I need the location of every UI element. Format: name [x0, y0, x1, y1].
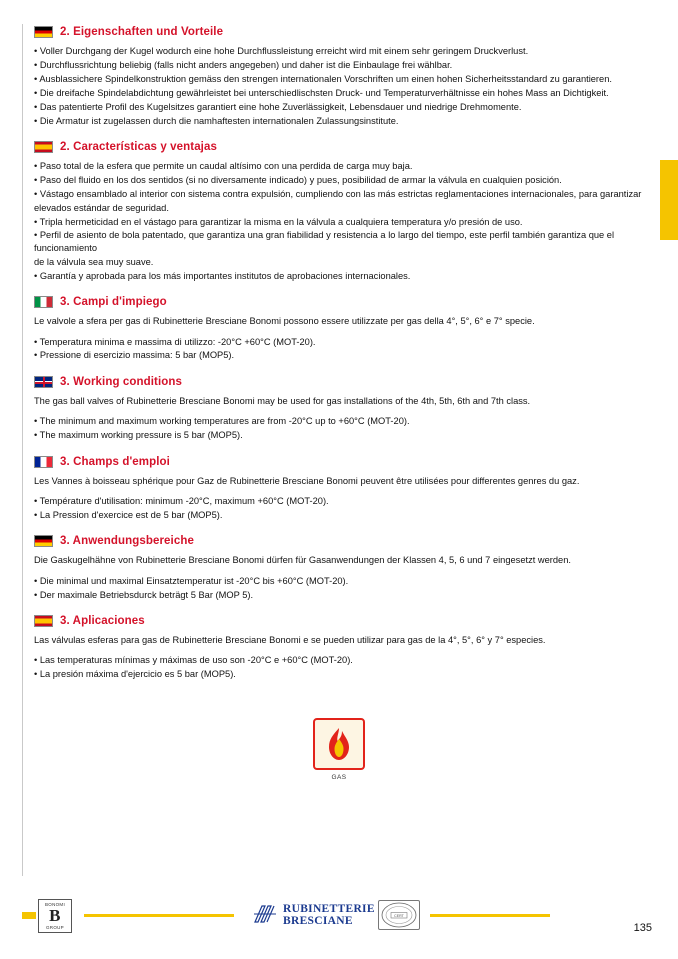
spain-flag-icon	[34, 141, 53, 153]
section-header	[34, 456, 646, 468]
section-title: 3. Aplicaciones	[60, 614, 145, 627]
section-title: 3. Campi d'impiego	[60, 296, 167, 309]
body-line: elevados estándar de seguridad.	[34, 202, 169, 213]
body-line: • Der maximale Betriebsdurck beträgt 5 Bar (MOP 5).	[34, 589, 254, 600]
section-es-features	[34, 141, 646, 282]
section-header	[34, 26, 646, 38]
bonomi-logo-letter: B	[49, 906, 61, 925]
body-line: • The maximum working pressure is 5 bar (MOP5).	[34, 430, 243, 441]
body-line: • Die minimal und maximal Einsatztemperatur ist -20°C bis +60°C (MOT-20).	[34, 575, 349, 586]
section-fr-applications	[34, 456, 646, 522]
paragraph-block	[34, 395, 646, 407]
paragraph-block	[34, 160, 646, 282]
body-line: • Pressione di esercizio massima: 5 bar (MOP5).	[34, 350, 235, 361]
france-flag-icon	[34, 456, 53, 468]
gas-pictogram-label: GAS	[331, 774, 347, 781]
section-header	[34, 615, 646, 627]
paragraph-block	[34, 415, 646, 441]
rb-wordmark-line2: BRESCIANE	[283, 915, 353, 927]
page-footer	[0, 896, 678, 936]
rb-wordmark-line1: RUBINETTERIE	[283, 902, 375, 915]
paragraph-block	[34, 634, 646, 646]
gas-pictogram-box	[313, 718, 365, 770]
yellow-side-tab	[660, 160, 678, 240]
certification-stamp	[378, 900, 420, 930]
body-line: The gas ball valves of Rubinetterie Bresciane Bonomi may be used for gas installations of the 4th, 5th, 6th and 7th class.	[34, 395, 531, 406]
paragraph-block	[34, 336, 646, 362]
section-header	[34, 376, 646, 388]
united-kingdom-flag-icon	[34, 376, 53, 388]
rb-wordmark	[283, 903, 375, 928]
page-number: 135	[633, 922, 652, 934]
paragraph-block	[34, 45, 646, 127]
paragraph-block	[34, 554, 646, 566]
italy-flag-icon	[34, 296, 53, 308]
paragraph-block	[34, 495, 646, 521]
body-line: • Ausblassichere Spindelkonstruktion gemäss den strengen internationalen Vorschriften um einen hohen Sicherheitsstandard zu garantieren.	[34, 73, 612, 84]
body-line: • Température d'utilisation: minimum -20°C, maximum +60°C (MOT-20).	[34, 495, 329, 506]
body-line: • Perfil de asiento de bola patentado, que garantiza una gran fiabilidad y resistencia a lo largo del tiempo, este perfil también garantiza que el funcionamiento	[34, 230, 615, 253]
gas-flame-icon	[326, 727, 352, 761]
section-title: 3. Champs d'emploi	[60, 455, 170, 468]
body-line: • Vástago ensamblado al interior con sistema contra expulsión, cumpliendo con las más estrictas reglamentaciones internacionales, para garantizar	[34, 188, 642, 199]
rubinetterie-bresciane-logo	[252, 902, 375, 928]
footer-yellow-block	[22, 912, 36, 919]
body-line: • Die Armatur ist zugelassen durch die namhaftesten internationalen Zulassungsinstitute.	[34, 115, 399, 126]
bonomi-logo-bottom: GROUP	[45, 925, 64, 930]
body-line: de la válvula sea muy suave.	[34, 256, 154, 267]
section-title: 3. Working conditions	[60, 375, 183, 388]
body-line: • The minimum and maximum working temperatures are from -20°C up to +60°C (MOT-20).	[34, 416, 410, 427]
germany-flag-icon	[34, 535, 53, 547]
section-de-applications	[34, 535, 646, 601]
paragraph-block	[34, 475, 646, 487]
body-line: Las válvulas esferas para gas de Rubinetterie Bresciane Bonomi e se pueden utilizar para gas de la 4°, 5°, 6° y 7° especies.	[34, 634, 546, 645]
section-it-applications	[34, 296, 646, 362]
body-line: • Tripla hermeticidad en el vástago para garantizar la misma en la válvula a cualquiera temperatura y/o presión de uso.	[34, 216, 523, 227]
gas-pictogram	[0, 718, 678, 781]
body-line: • La presión máxima d'ejercicio es 5 bar (MOP5).	[34, 669, 236, 680]
section-de-features	[34, 26, 646, 127]
footer-yellow-rule-left	[84, 914, 234, 917]
body-line: • Garantía y aprobada para los más importantes institutos de aprobaciones internacionales.	[34, 270, 411, 281]
section-title: 2. Eigenschaften und Vorteile	[60, 26, 224, 38]
body-line: • La Pression d'exercice est de 5 bar (MOP5).	[34, 509, 223, 520]
paragraph-block	[34, 315, 646, 327]
bonomi-logo-top: BONOMI	[44, 902, 66, 907]
body-line: Die Gaskugelhähne von Rubinetterie Bresciane Bonomi dürfen für Gasanwendungen der Klassen 4, 5, 6 und 7 eingesetzt werden.	[34, 555, 571, 566]
section-title: 3. Anwendungsbereiche	[60, 535, 194, 548]
spain-flag-icon	[34, 615, 53, 627]
svg-text:CERT: CERT	[394, 913, 404, 918]
body-line: • Temperatura minima e massima di utilizzo: -20°C +60°C (MOT-20).	[34, 336, 316, 347]
body-line: • Das patentierte Profil des Kugelsitzes garantiert eine hohe Zuverlässigkeit, Lebensdauer und niedrige Drehmomente.	[34, 101, 522, 112]
body-line: Le valvole a sfera per gas di Rubinetterie Bresciane Bonomi possono essere utilizzate per gas della 4°, 5°, 6° e 7° specie.	[34, 316, 535, 327]
section-header	[34, 141, 646, 153]
page-content	[34, 26, 646, 695]
paragraph-block	[34, 654, 646, 680]
section-header	[34, 296, 646, 308]
bonomi-group-logo	[38, 899, 72, 933]
body-line: • Paso del fluido en los dos sentidos (si no diversamente indicado) y pues, posibilidad de armar la válvula en cualquien posición.	[34, 174, 562, 185]
body-line: • Durchflussrichtung beliebig (falls nicht anders angegeben) und daher ist die Einbaulage frei wählbar.	[34, 59, 453, 70]
section-title: 2. Características y ventajas	[60, 140, 217, 153]
body-line: • Paso total de la esfera que permite un caudal altísimo con una perdida de carga muy baja.	[34, 160, 413, 171]
rb-monogram-icon	[252, 902, 278, 928]
section-header	[34, 535, 646, 547]
body-line: • Voller Durchgang der Kugel wodurch eine hohe Durchflussleistung erreicht wird mit einem sehr geringem Druckverlust.	[34, 46, 529, 56]
germany-flag-icon	[34, 26, 53, 38]
body-line: • Las temperaturas mínimas y máximas de uso son -20°C e +60°C (MOT-20).	[34, 655, 353, 666]
body-line: Les Vannes à boisseau sphérique pour Gaz de Rubinetterie Bresciane Bonomi peuvent être utilisées pour differentes genres du gaz.	[34, 475, 580, 486]
paragraph-block	[34, 575, 646, 601]
body-line: • Die dreifache Spindelabdichtung gewährleistet bei unterschiedlischsten Druck- und Temperaturverhältnisse ein hohes Mass an Dichtigkeit.	[34, 87, 609, 98]
section-es-applications	[34, 615, 646, 681]
section-en-working-conditions	[34, 376, 646, 442]
footer-yellow-rule-right	[430, 914, 550, 917]
